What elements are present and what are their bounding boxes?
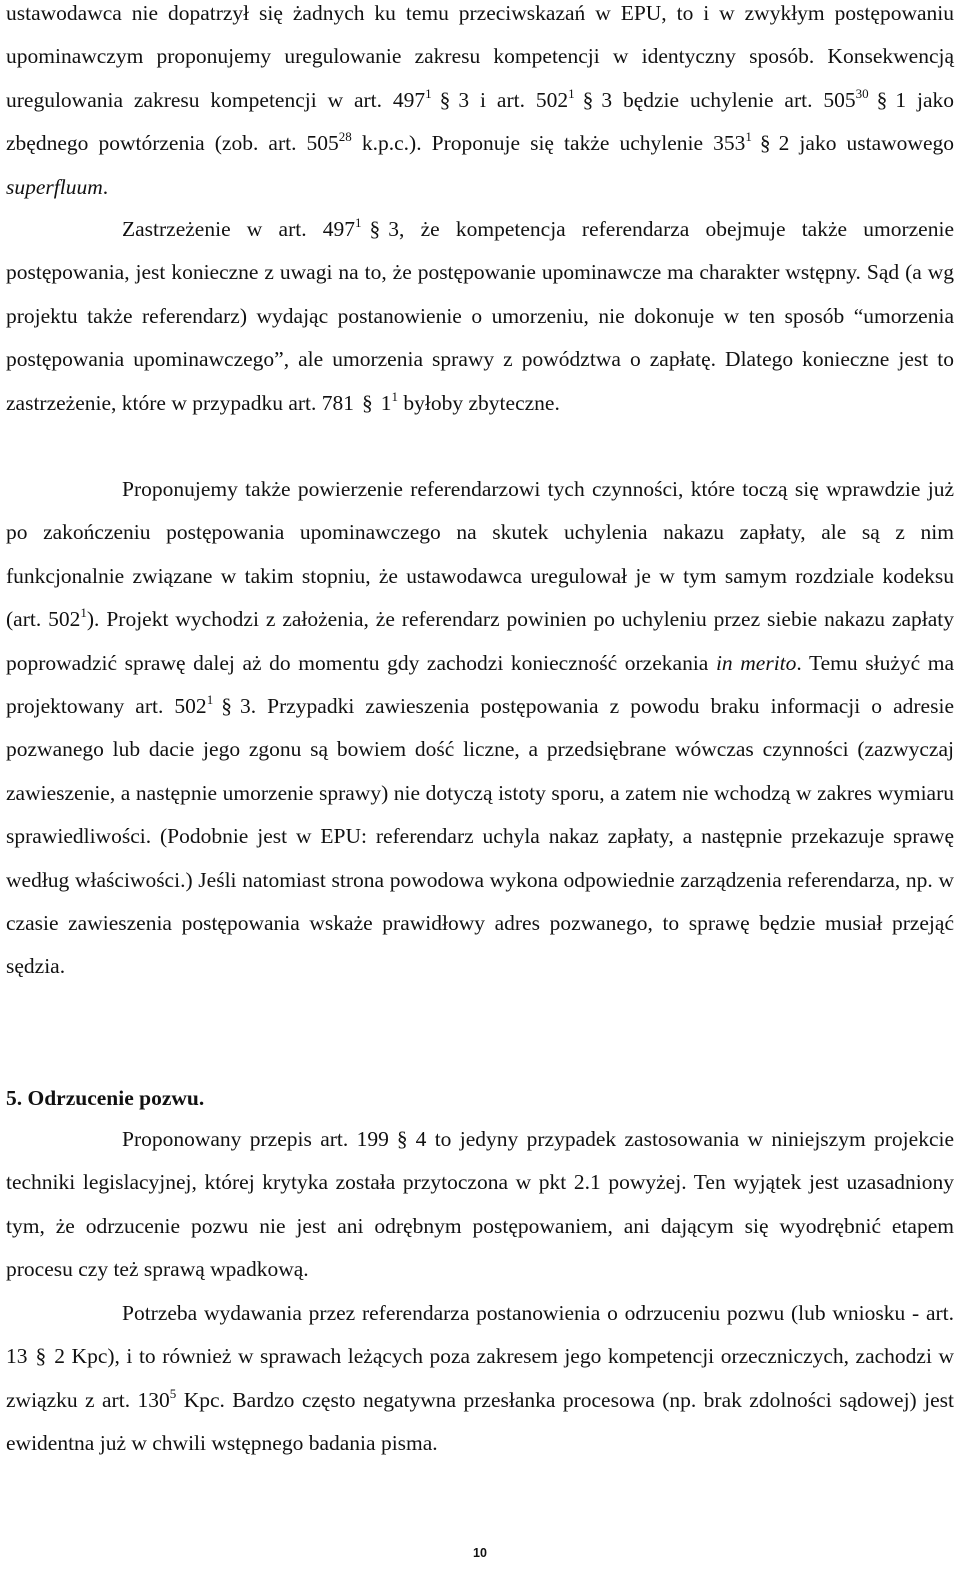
page-number: 10: [473, 1546, 487, 1560]
paragraph-reservation: Zastrzeżenie w art. $497^1$ § 3, że kompetencja referendarza obejmuje także umorzenie postępowania, jest konieczne z uwagi na to, że postępowanie upominawcze ma charakter wstępny. Sąd (a wg projektu także referendarz) wydając postanowienie o umorzeniu, nie dokonuje w ten sposób “umorzenia postępowania upominawczego”, ale umorzenia sprawy z powództwa o zapłatę. Dlatego konieczne jest to zastrzeżenie, które w przypadku art. 781 § $1^1$ byłoby zbyteczne.: [6, 215, 954, 415]
latin-term: superfluum: [6, 174, 103, 199]
section-symbol: §: [759, 131, 771, 156]
paragraph-proposal: Proponujemy także powierzenie referendarzowi tych czynności, które toczą się wprawdzie już po zakończeniu postępowania upominawczego na skutek uchylenia nakazu zapłaty, ale są z nim funkcjonalnie związane w takim stopniu, że ustawodawca uregulował je w tym samym rozdziale kodeksu (art. $502^1$). Projekt wychodzi z założenia, że referendarz powinien po uchyleniu przez siebie nakazu zapłaty poprowadzić sprawę dalej aż do momentu gdy zachodzi konieczność orzekania in merito. Temu służyć ma projektowany art. $502^1$ § 3. Przypadki zawieszenia postępowania z powodu braku informacji o adresie pozwanego lub dacie jego zgonu są bowiem dość liczne, a przedsiębrane wówczas czynności (zazwyczaj zawieszenie, a następnie umorzenie sprawy) nie dotyczą istoty sporu, a zatem nie wchodzą w zakres wymiaru sprawiedliwości. (Podobnie jest w EPU: referendarz uchyla nakaz zapłaty, a następnie przekazuje sprawę według właściwości.) Jeśli natomiast strona powodowa wykona odpowiednie zarządzenia referendarza, np. w czasie zawieszenia postępowania wskaże prawidłowy adres pozwanego, to sprawę będzie musiał przejąć sędzia.: [6, 477, 955, 979]
section-symbol: §: [439, 87, 451, 112]
section-symbol: §: [362, 390, 373, 415]
paragraph-continuation: ustawodawca nie dopatrzył się żadnych ku temu przeciwskazań w EPU, to i w zwykłym postępowaniu upominawczym proponujemy uregulowanie zakresu kompetencji w identyczny sposób. Konsekwencją uregulowania zakresu kompetencji w art. $497^1$ § 3 i art. $502^1$ § 3 będzie uchylenie art. $505^{30}$ § 1 jako zbędnego powtórzenia (zob. art. $505^{28}$ k.p.c.). Proponuje się także uchylenie $353^1$ § 2 jako ustawowego superfluum.: [6, 1, 954, 199]
section-symbol: §: [876, 87, 888, 112]
section-symbol: §: [582, 87, 594, 112]
section-symbol: §: [369, 217, 381, 241]
section-symbol: §: [221, 694, 232, 719]
paragraph-rejection: Proponowany przepis art. 199 § 4 to jedyny przypadek zastosowania w niniejszym projekcie techniki legislacyjnej, której krytyka została przytoczona w pkt 2.1 powyżej. Ten wyjątek jest uzasadniony tym, że odrzucenie pozwu nie jest ani odrębnym postępowaniem, ani dającym się wyodrębnić etapem procesu czy też sprawą wpadkową.: [6, 1127, 955, 1282]
paragraph-need: Potrzeba wydawania przez referendarza postanowienia o odrzuceniu pozwu (lub wniosku - art. 13 § 2 Kpc), i to również w sprawach leżących poza zakresem jego kompetencji orzeczniczych, zachodzi w związku z art. $130^5$ Kpc. Bardzo często negatywna przesłanka procesowa (np. brak zdolności sądowej) jest ewidentna już w chwili wstępnego badania pisma.: [6, 1301, 955, 1456]
section-heading: 5. Odrzucenie pozwu.: [6, 1086, 205, 1110]
section-symbol: §: [35, 1344, 47, 1369]
latin-term: in merito: [715, 650, 797, 675]
section-symbol: §: [396, 1127, 408, 1151]
